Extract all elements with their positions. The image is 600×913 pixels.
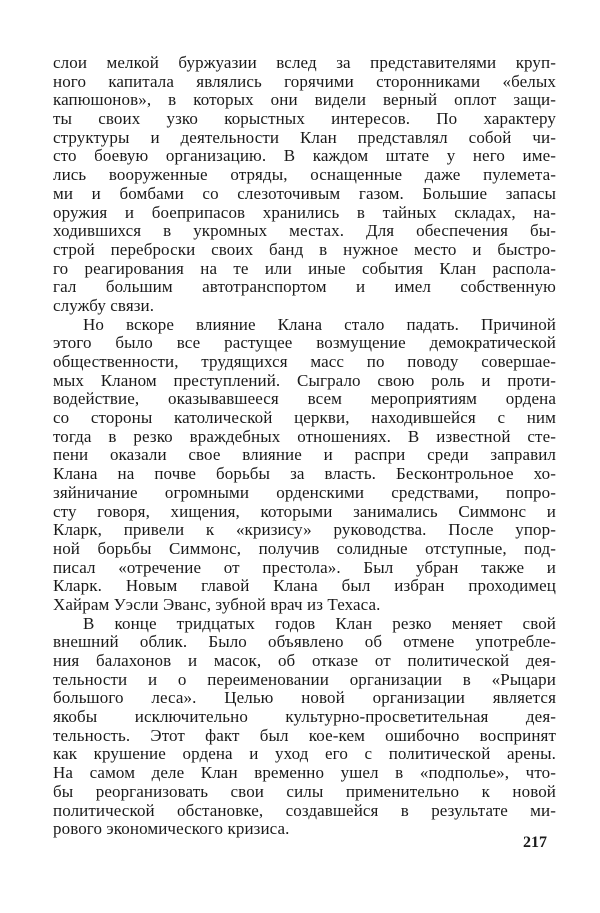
page-number: 217 xyxy=(523,834,547,851)
text-line: службу связи. xyxy=(53,295,155,315)
text-line: как крушение ордена и уход его с политической арены. xyxy=(53,744,556,764)
text-line: лись вооруженные отряды, оснащенные даже пулемета- xyxy=(53,165,556,185)
text-line: ми и бомбами со слезоточивым газом. Большие запасы xyxy=(53,183,556,203)
text-line: го реагирования на те или иные события Клан распола- xyxy=(53,258,556,278)
text-line: оружия и боеприпасов хранились в тайных складах, на- xyxy=(53,202,556,222)
text-line: капюшонов», в которых они видели верный оплот защи- xyxy=(53,90,556,110)
text-line: внешний облик. Было объявлено об отмене употребле- xyxy=(53,632,556,652)
paragraph-3 xyxy=(53,615,556,839)
text-line: На самом деле Клан временно ушел в «подполье», что- xyxy=(53,763,556,783)
text-line: бы реорганизовать свои силы применительно к новой xyxy=(53,781,556,801)
text-line: сту говоря, хищения, которыми занимались Симмонс и xyxy=(53,501,556,521)
text-line: писал «отречение от престола». Был убран также и xyxy=(53,557,556,577)
page-body xyxy=(53,54,556,839)
text-line: тельности и о переименовании организации в «Рыцари xyxy=(53,669,556,689)
text-line: Клана на почве борьбы за власть. Бесконтрольное хо- xyxy=(53,464,556,484)
text-line: тогда в резко враждебных отношениях. В известной сте- xyxy=(53,426,556,446)
text-line: зяйничание огромными орденскими средствами, попро- xyxy=(53,482,556,502)
text-line: водействие, оказывавшееся всем мероприятиям ордена xyxy=(53,389,556,409)
text-line: ного капитала являлись горячими сторонниками «белых xyxy=(53,71,556,91)
paragraph-2 xyxy=(53,316,556,615)
text-line: мых Кланом преступлений. Сыграло свою роль и проти- xyxy=(53,370,556,390)
text-line: ходившихся в укромных местах. Для обеспечения бы- xyxy=(53,221,556,241)
text-line: политической обстановке, создавшейся в результате ми- xyxy=(53,800,556,820)
text-line: пени оказали свое влияние и распри среди заправил xyxy=(53,445,556,465)
text-line: якобы исключительно культурно-просветительная дея- xyxy=(53,707,556,727)
text-line: структуры и деятельности Клан представлял собой чи- xyxy=(53,127,556,147)
text-line: строй переброски своих банд в нужное место и быстро- xyxy=(53,239,556,259)
text-line: Хайрам Уэсли Эванс, зубной врач из Техаса. xyxy=(53,594,381,614)
text-line: общественности, трудящихся масс по поводу совершае- xyxy=(53,352,556,371)
text-line: большого леса». Целью новой организации является xyxy=(53,688,556,708)
text-line: В конце тридцатых годов Клан резко меняет свой xyxy=(83,613,556,633)
text-line: со стороны католической церкви, находившейся с ним xyxy=(53,408,556,428)
text-line: Кларк, привели к «кризису» руководства. После упор- xyxy=(53,520,556,540)
text-line: слои мелкой буржуазии вслед за представителями круп- xyxy=(53,53,556,72)
text-line: Кларк. Новым главой Клана был избран проходимец xyxy=(53,576,556,596)
paragraph-1 xyxy=(53,54,556,316)
text-line: этого было все растущее возмущение демократической xyxy=(53,333,556,353)
text-line: Но вскоре влияние Клана стало падать. Причиной xyxy=(83,314,556,334)
text-line: ния балахонов и масок, об отказе от политической дея- xyxy=(53,651,556,670)
text-line: гал большим автотранспортом и имел собственную xyxy=(53,277,556,297)
text-line: тельность. Этот факт был кое-кем ошибочно воспринят xyxy=(53,725,556,745)
text-line: рового экономического кризиса. xyxy=(53,819,290,839)
text-line: ты своих узко корыстных интересов. По характеру xyxy=(53,109,556,129)
text-line: ной борьбы Симмонс, получив солидные отступные, под- xyxy=(53,538,556,558)
text-line: сто боевую организацию. В каждом штате у него име- xyxy=(53,146,556,166)
